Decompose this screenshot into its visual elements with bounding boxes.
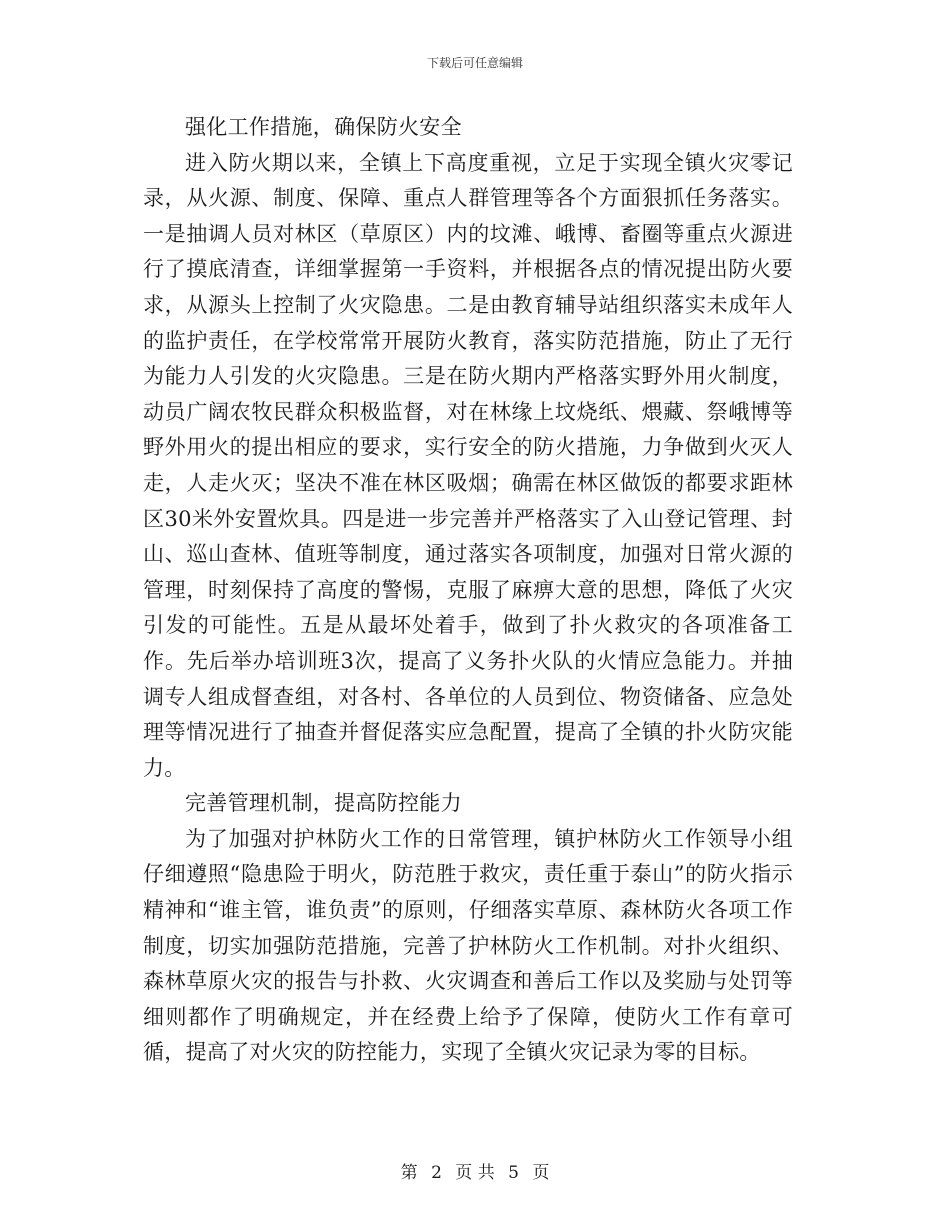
footer-suffix: 页 (532, 1163, 550, 1183)
section-paragraph: 为了加强对护林防火工作的日常管理，镇护林防火工作领导小组仔细遵照“隐患险于明火，防范胜于救灾，责任重于泰山”的防火指示精神和“谁主管，谁负责”的原则，仔细落实草原、森林防火各项工作制度，切实加强防范措施，完善了护林防火工作机制。对扑火组织、森林草原火灾的报告与扑救、火灾调查和善后工作以及奖励与处罚等细则都作了明确规定，并在经费上给予了保障，使防火工作有章可循，提高了对火灾的防控能力，实现了全镇火灾记录为零的目标。 (143, 826, 793, 1065)
footer-total-pages: 5 (508, 1163, 519, 1183)
section-paragraph: 进入防火期以来，全镇上下高度重视，立足于实现全镇火灾零记录，从火源、制度、保障、重点人群管理等各个方面狠抓任务落实。一是抽调人员对林区（草原区）内的坟滩、峨博、畜圈等重点火源进行了摸底清查，详细掌握第一手资料，并根据各点的情况提出防火要求，从源头上控制了火灾隐患。二是由教育辅导站组织落实未成年人的监护责任，在学校常常开展防火教育，落实防范措施，防止了无行为能力人引发的火灾隐患。三是在防火期内严格落实野外用火制度，动员广阔农牧民群众积极监督，对在林缘上坟烧纸、煨藏、祭峨博等野外用火的提出相应的要求，实行安全的防火措施，力争做到火灭人走，人走火灭；坚决不准在林区吸烟；确需在林区做饭的都要求距林区30米外安置炊具。四是进一步完善并严格落实了入山登记管理、封山、巡山查林、值班等制度，通过落实各项制度，加强对日常火源的管理，时刻保持了高度的警惕，克服了麻痹大意的思想，降低了火灾引发的可能性。五是从最坏处着手，做到了扑火救灾的各项准备工作。先后举办培训班3次，提高了义务扑火队的火情应急能力。并抽调专人组成督查组，对各村、各单位的人员到位、物资储备、应急处理等情况进行了抽查并督促落实应急配置，提高了全镇的扑火防灾能力。 (143, 150, 793, 780)
page-header: 下载后可任意编辑 (426, 56, 523, 70)
footer-prefix: 第 (400, 1163, 418, 1183)
section-heading: 完善管理机制，提高防控能力 (185, 791, 462, 816)
page-footer (0, 1158, 950, 1183)
footer-middle: 页 共 (455, 1163, 495, 1183)
footer-current-page: 2 (431, 1163, 442, 1183)
section-heading: 强化工作措施，确保防火安全 (185, 115, 462, 139)
document-body (143, 110, 793, 1071)
